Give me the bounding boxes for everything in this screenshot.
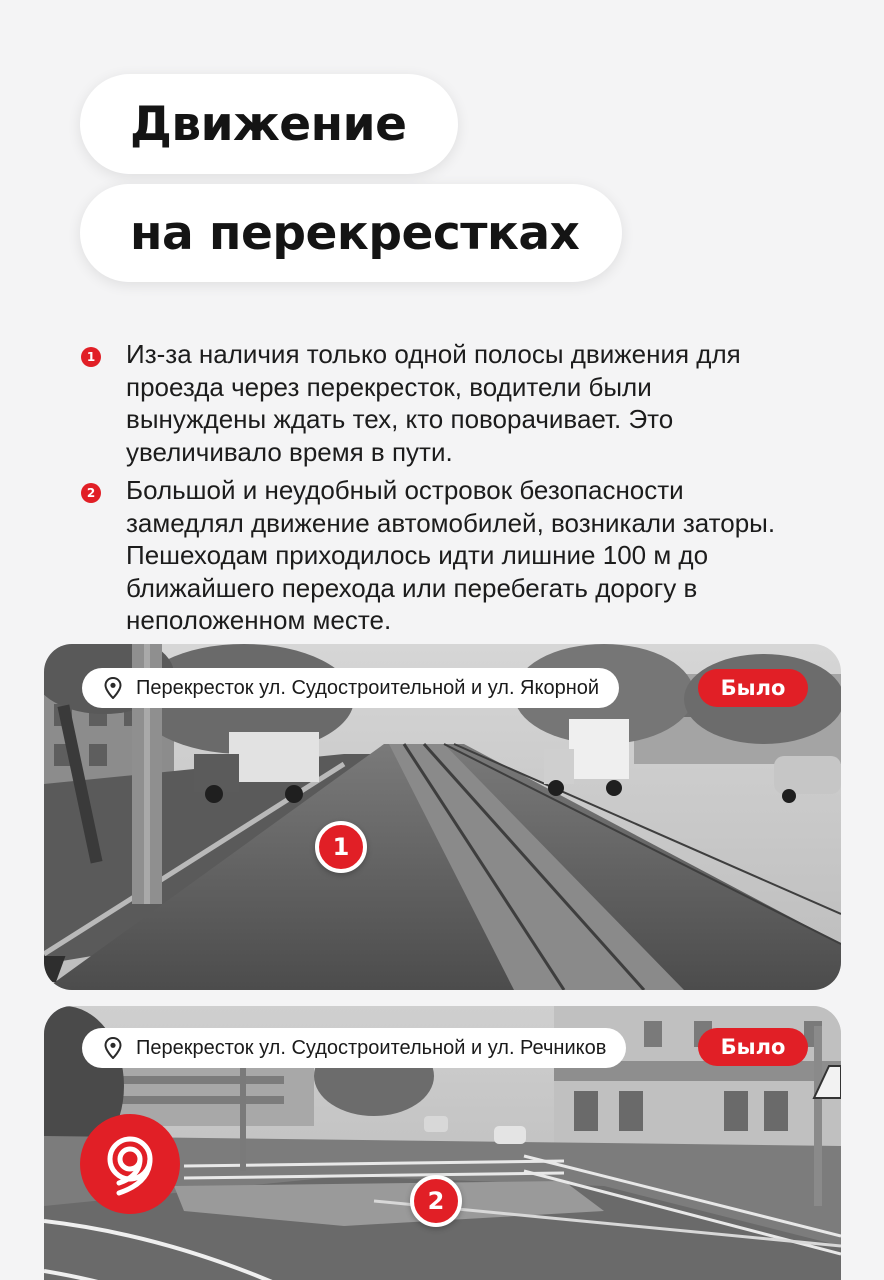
location-label-1 — [82, 668, 619, 708]
title-line-1 — [80, 74, 458, 174]
problem-list — [80, 338, 780, 643]
number-badge-1: 1 — [81, 347, 101, 367]
problem-item-2 — [80, 474, 780, 637]
location-text-2: Перекресток ул. Судостроительной и ул. Речников — [136, 1036, 607, 1059]
problem-text-2: Большой и неудобный островок безопасности замедлял движение автомобилей, возникали заторы. Пешеходам приходилось идти лишние 100 м до ближайшего перехода или перебегать дорогу в неположенном месте. — [126, 475, 776, 635]
intersection-photo-1 — [44, 644, 841, 990]
status-badge-2: Было — [698, 1028, 808, 1066]
problem-item-1 — [80, 338, 780, 468]
brand-logo — [80, 1114, 180, 1214]
photo-marker-2: 2 — [410, 1175, 462, 1227]
location-pin-icon — [104, 1037, 122, 1059]
location-label-2 — [82, 1028, 626, 1068]
status-badge-1: Было — [698, 669, 808, 707]
title-line-2-text: на перекрестках — [130, 205, 580, 261]
location-text-1: Перекресток ул. Судостроительной и ул. Якорной — [136, 676, 600, 699]
problem-text-1: Из-за наличия только одной полосы движения для проезда через перекресток, водители были вынуждены ждать тех, кто поворачивает. Это увеличивало время в пути. — [126, 339, 741, 467]
brand-logo-icon — [95, 1129, 165, 1199]
number-badge-2: 2 — [81, 483, 101, 503]
title-line-2 — [80, 184, 622, 282]
title-line-1-text: Движение — [130, 96, 407, 152]
photo-marker-1: 1 — [315, 821, 367, 873]
location-pin-icon — [104, 677, 122, 699]
